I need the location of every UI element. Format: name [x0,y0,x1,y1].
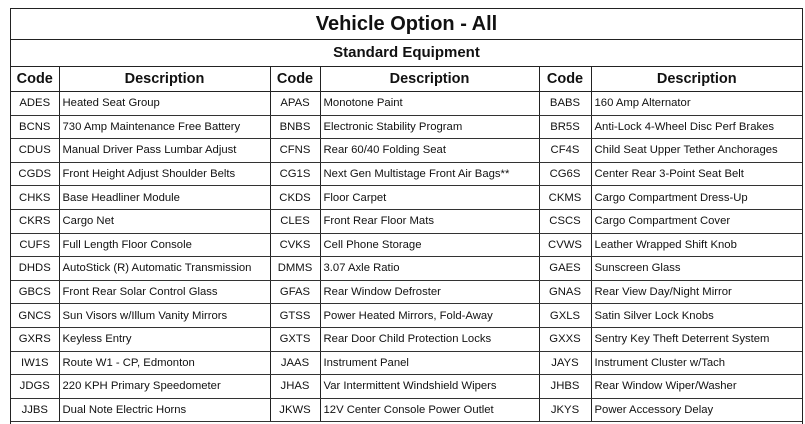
option-code: JKWS [270,398,320,422]
option-description: Keyless Entry [59,327,270,351]
option-code: CG6S [539,162,591,186]
option-description: Front Height Adjust Shoulder Belts [59,162,270,186]
table-row [11,139,802,163]
option-code: CFNS [270,139,320,163]
description-header: Description [320,67,539,92]
vehicle-option-sheet [10,8,803,424]
option-code: GBCS [11,280,59,304]
section-title: Standard Equipment [11,40,802,67]
option-code: CKDS [270,186,320,210]
description-header: Description [59,67,270,92]
option-description: Anti-Lock 4-Wheel Disc Perf Brakes [591,115,802,139]
option-code: GAES [539,257,591,281]
code-header: Code [11,67,59,92]
table-row [11,92,802,116]
option-description: Sentry Key Theft Deterrent System [591,327,802,351]
option-code: CKMS [539,186,591,210]
option-description: Rear View Day/Night Mirror [591,280,802,304]
code-header: Code [270,67,320,92]
option-code: DHDS [11,257,59,281]
option-description: Rear Window Defroster [320,280,539,304]
equipment-table [11,67,802,422]
option-description: Heated Seat Group [59,92,270,116]
option-code: JAAS [270,351,320,375]
option-description: Floor Carpet [320,186,539,210]
option-description: Next Gen Multistage Front Air Bags** [320,162,539,186]
option-description: Manual Driver Pass Lumbar Adjust [59,139,270,163]
option-code: CVWS [539,233,591,257]
option-code: CGDS [11,162,59,186]
option-description: Rear Door Child Protection Locks [320,327,539,351]
option-description: Route W1 - CP, Edmonton [59,351,270,375]
table-row [11,233,802,257]
option-code: CUFS [11,233,59,257]
option-code: CDUS [11,139,59,163]
option-description: 3.07 Axle Ratio [320,257,539,281]
option-code: CLES [270,209,320,233]
option-description: Cell Phone Storage [320,233,539,257]
option-code: CKRS [11,209,59,233]
option-description: Sunscreen Glass [591,257,802,281]
option-code: JAYS [539,351,591,375]
option-code: GXXS [539,327,591,351]
table-row [11,280,802,304]
page-title: Vehicle Option - All [11,9,802,40]
option-code: BR5S [539,115,591,139]
option-description: Var Intermittent Windshield Wipers [320,375,539,399]
option-description: Cargo Compartment Cover [591,209,802,233]
table-row [11,115,802,139]
table-row [11,398,802,422]
option-code: GFAS [270,280,320,304]
option-code: CVKS [270,233,320,257]
table-row [11,327,802,351]
option-code: CF4S [539,139,591,163]
option-code: APAS [270,92,320,116]
option-description: Cargo Compartment Dress-Up [591,186,802,210]
table-row [11,375,802,399]
option-description: 160 Amp Alternator [591,92,802,116]
option-description: Child Seat Upper Tether Anchorages [591,139,802,163]
option-description: Rear Window Wiper/Washer [591,375,802,399]
option-code: GXTS [270,327,320,351]
option-code: IW1S [11,351,59,375]
option-description: Monotone Paint [320,92,539,116]
table-header-row [11,67,802,92]
option-description: Front Rear Solar Control Glass [59,280,270,304]
option-description: Instrument Cluster w/Tach [591,351,802,375]
option-description: AutoStick (R) Automatic Transmission [59,257,270,281]
option-code: GXRS [11,327,59,351]
option-code: GTSS [270,304,320,328]
option-description: Base Headliner Module [59,186,270,210]
option-code: BCNS [11,115,59,139]
option-description: 12V Center Console Power Outlet [320,398,539,422]
option-description: Power Accessory Delay [591,398,802,422]
option-description: 220 KPH Primary Speedometer [59,375,270,399]
option-code: CSCS [539,209,591,233]
option-description: Satin Silver Lock Knobs [591,304,802,328]
option-description: Instrument Panel [320,351,539,375]
option-description: Center Rear 3-Point Seat Belt [591,162,802,186]
code-header: Code [539,67,591,92]
option-description: Sun Visors w/Illum Vanity Mirrors [59,304,270,328]
option-code: GNCS [11,304,59,328]
option-code: BABS [539,92,591,116]
option-description: 730 Amp Maintenance Free Battery [59,115,270,139]
table-row [11,257,802,281]
table-row [11,186,802,210]
option-description: Dual Note Electric Horns [59,398,270,422]
option-code: DMMS [270,257,320,281]
option-code: GXLS [539,304,591,328]
option-description: Electronic Stability Program [320,115,539,139]
table-row [11,162,802,186]
table-row [11,209,802,233]
option-code: JHAS [270,375,320,399]
option-description: Rear 60/40 Folding Seat [320,139,539,163]
option-code: BNBS [270,115,320,139]
option-code: ADES [11,92,59,116]
table-row [11,304,802,328]
table-row [11,351,802,375]
option-description: Full Length Floor Console [59,233,270,257]
option-code: GNAS [539,280,591,304]
option-code: JKYS [539,398,591,422]
option-code: CHKS [11,186,59,210]
option-code: JDGS [11,375,59,399]
option-code: JJBS [11,398,59,422]
option-description: Power Heated Mirrors, Fold-Away [320,304,539,328]
description-header: Description [591,67,802,92]
option-description: Cargo Net [59,209,270,233]
option-description: Leather Wrapped Shift Knob [591,233,802,257]
option-code: CG1S [270,162,320,186]
option-description: Front Rear Floor Mats [320,209,539,233]
option-code: JHBS [539,375,591,399]
